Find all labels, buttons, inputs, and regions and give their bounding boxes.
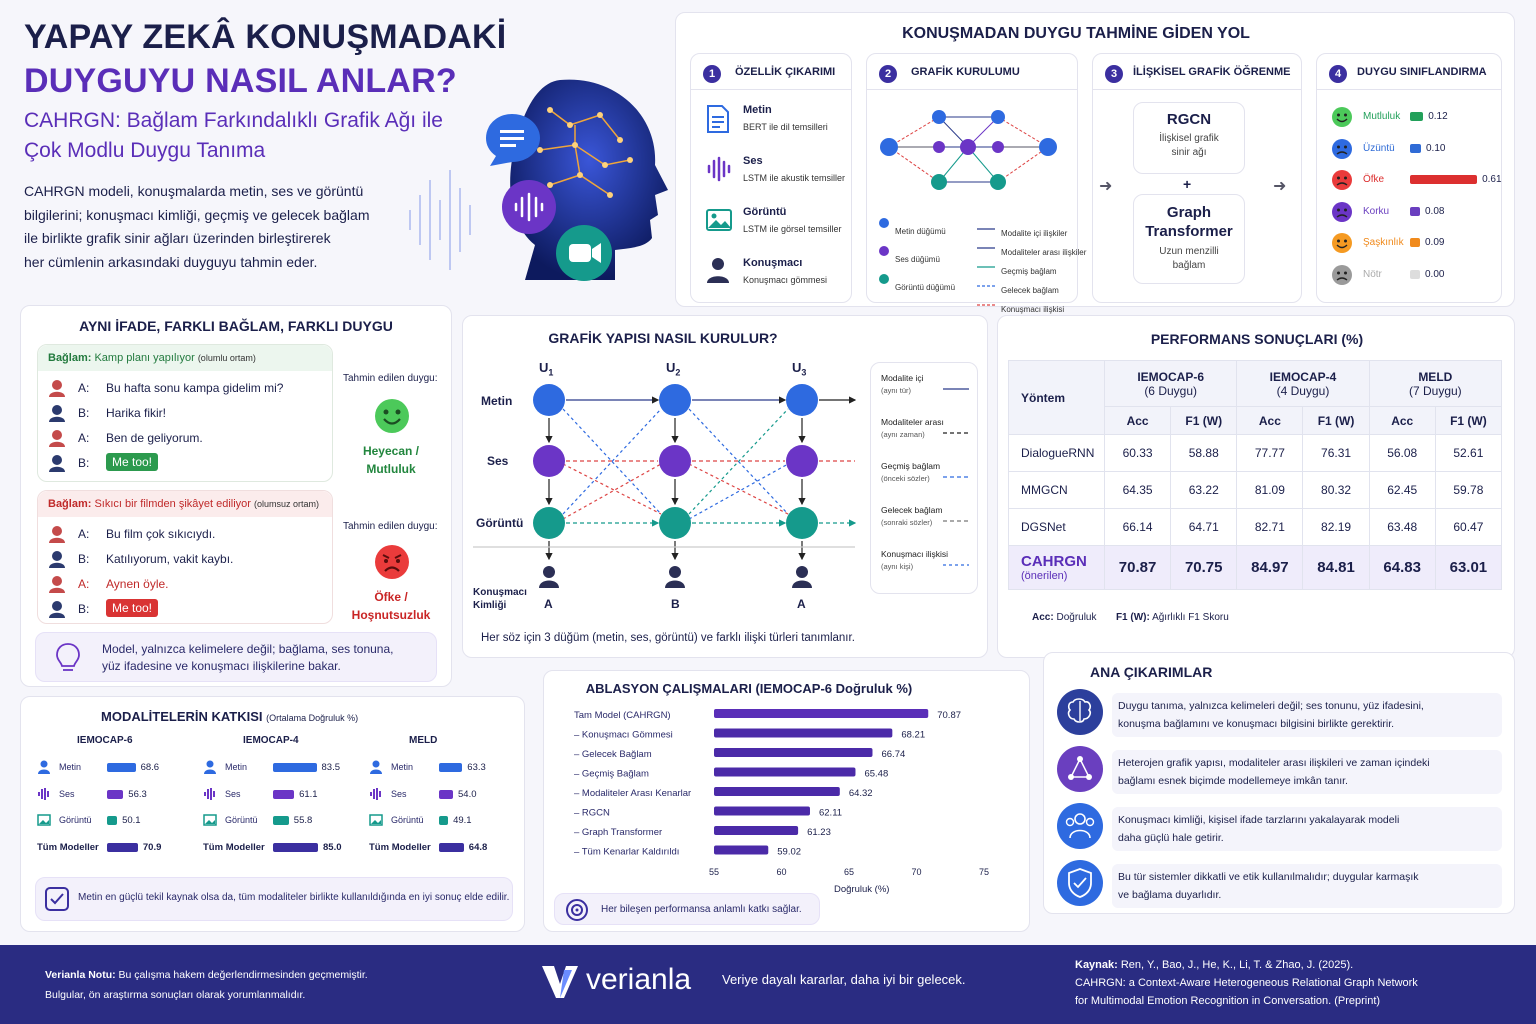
checkbox-icon: [44, 886, 70, 912]
speaker-tag: A:: [78, 527, 90, 541]
utterance-label-3: $U_3$: [792, 360, 807, 378]
modality-name: Metin: [391, 762, 414, 772]
performance-panel: [997, 315, 1515, 658]
ablation-panel: [543, 670, 1030, 932]
footer: [0, 945, 1536, 1024]
legend-item-title: Gelecek bağlam: [881, 505, 943, 515]
title-line-2: DUYGUYU NASIL ANLAR?: [24, 62, 457, 100]
predicted-emotion-negative: Öfke / Hoşnutsuzluk: [351, 590, 431, 622]
emotion-name: Şaşkınlık: [1363, 237, 1404, 248]
step-title: İLİŞKİSEL GRAFİK ÖĞRENME: [1133, 66, 1291, 78]
speaker-row-label: Konuşmacı Kimliği: [473, 587, 527, 611]
feature-name: Ses: [743, 155, 763, 167]
table-row: [1009, 472, 1502, 509]
me-too-badge: Me too!: [106, 599, 158, 617]
legend-line: [943, 429, 971, 437]
subtitle: CAHRGN: Bağlam Farkındalıklı Grafik Ağı ile Çok Modlu Duygu Tanıma: [24, 109, 443, 162]
emotion-bar: [1410, 270, 1420, 279]
ablation-title: ABLASYON ÇALIŞMALARI (IEMOCAP-6 Doğruluk %): [585, 681, 913, 696]
image-icon: [705, 206, 733, 232]
speaker-tag: B:: [78, 456, 90, 470]
modality-name: Ses: [391, 788, 407, 799]
ablation-category-label: Tam Model (CAHRGN): [574, 710, 671, 721]
modality-panel: [20, 696, 525, 932]
emotion-bar: [1410, 175, 1477, 184]
emotion-value: 0.00: [1425, 268, 1445, 280]
ablation-bar: [714, 846, 768, 855]
ablation-value-label: 59.02: [777, 846, 802, 858]
image-icon: [369, 813, 383, 827]
modality-name: Ses: [225, 788, 241, 799]
angry-face-icon: [374, 544, 410, 580]
emotion-name: Nötr: [1363, 268, 1382, 280]
modality-bar: [439, 790, 453, 799]
feature-desc: Konuşmacı gömmesi: [743, 275, 828, 285]
row-label-visual: Görüntü: [476, 516, 524, 530]
feature-desc: BERT ile dil temsilleri: [743, 122, 828, 132]
legend-item-sub: (sonraki sözler): [881, 518, 933, 527]
method-name: DGSNet: [1009, 509, 1105, 546]
ablation-bar: [714, 807, 810, 816]
node-legend-dots: [877, 216, 891, 286]
emotion-name: Korku: [1363, 205, 1390, 217]
legend-item-sub: (aynı tür): [881, 386, 912, 395]
utterance-label-2: $U_2$: [666, 360, 681, 378]
ablation-bar: [714, 748, 872, 757]
ablation-bar: [714, 826, 798, 835]
graph-legend: [870, 362, 978, 594]
x-tick-label: 55: [709, 867, 720, 877]
step-4-card: [1316, 53, 1502, 303]
legend-item-title: Modalite içi: [881, 373, 924, 383]
emotion-name: Üzüntü: [1363, 142, 1395, 154]
modality-bar: [273, 763, 317, 772]
ablation-bar: [714, 729, 892, 738]
performance-table: Yöntem IEMOCAP-6 (6 Duygu) IEMOCAP-4 (4 Duygu) MELD (7 Duygu) Acc F1 (W) Acc F1 (W) Acc F1 (W) DialogueRNN 60.33 58.88 77.77 76.31 56.08 52.61 MMGCN 64.35 63.22 81.09 80.32 62.45 59.78 DGSNet 66.14 64.71 82.71 82.19 63.48 60.47 CAHRGN (önerilen) 70.87 70.75 84.97 84.81 64.83 63.01: [1008, 360, 1502, 590]
legend-item-sub: (önceki sözler): [881, 474, 930, 483]
metric-cell: 82.19: [1303, 509, 1369, 546]
legend-item-title: Modaliteler arası: [881, 417, 944, 427]
modality-value: 61.1: [299, 788, 318, 800]
modality-value: 83.5: [321, 762, 340, 773]
metric-cell: 81.09: [1237, 472, 1303, 509]
speaker-tag: B:: [78, 406, 90, 420]
legend-line: [943, 385, 971, 393]
modality-value: 49.1: [453, 815, 472, 826]
metric-cell: 64.35: [1105, 472, 1171, 509]
takeaway-item: Duygu tanıma, yalnızca kelimeleri değil; ses tonunu, yüz ifadesini, konuşma bağlamını ve konuşmacı bilgisini birlikte gerektirir.: [1112, 693, 1502, 737]
chat-bubble-icon: [484, 112, 544, 168]
ablation-note: Her bileşen performansa anlamlı katkı sağlar.: [554, 893, 820, 925]
modality-group-title: IEMOCAP-6: [77, 735, 133, 746]
legend-item-sub: (aynı kişi): [881, 562, 914, 571]
step-badge: 2: [879, 65, 897, 83]
step-title: DUYGU SINIFLANDIRMA: [1357, 66, 1487, 78]
modality-name: Tüm Modeller: [203, 841, 265, 853]
step-title: GRAFİK KURULUMU: [911, 66, 1020, 78]
mini-graph-diagram: [873, 102, 1073, 202]
avatar: [48, 550, 66, 568]
feature-desc: LSTM ile görsel temsiller: [743, 224, 842, 234]
x-tick-label: 75: [979, 867, 990, 877]
avatar: [48, 525, 66, 543]
audio-wave-icon: [502, 180, 556, 234]
step-badge: 1: [703, 65, 721, 83]
modality-name: Metin: [225, 762, 248, 772]
graph-transformer-box: Graph Transformer Uzun menzilli bağlam: [1133, 194, 1245, 284]
step-badge: 4: [1329, 65, 1347, 83]
ablation-value-label: 64.32: [848, 788, 873, 799]
emotion-value: 0.61: [1482, 174, 1502, 185]
metric-cell: 56.08: [1369, 435, 1435, 472]
person-icon: [37, 760, 51, 774]
method-name: MMGCN: [1009, 472, 1105, 509]
modality-note: Metin en güçlü tekil kaynak olsa da, tüm modaliteler birlikte kullanıldığında en iyi sonuç elde edilir.: [35, 877, 513, 921]
graph-structure-panel: [462, 315, 988, 658]
feature-name: Metin: [743, 104, 772, 116]
table-footnote: Acc: Doğruluk F1 (W): Ağırlıklı F1 Skoru: [1032, 612, 1229, 623]
ablation-bar: [714, 768, 855, 777]
step-1-card: [690, 53, 852, 303]
audio-wave-icon: [203, 787, 217, 801]
modality-bar: [439, 763, 462, 772]
method-name: DialogueRNN: [1009, 435, 1105, 472]
metric-cell: 58.88: [1171, 435, 1237, 472]
emotion-bar: [1410, 112, 1423, 121]
emotion-value: 0.08: [1425, 205, 1445, 217]
modality-bar: [273, 816, 289, 825]
metric-cell: 77.77: [1237, 435, 1303, 472]
context-negative: Bağlam: Sıkıcı bir filmden şikâyet ediliyor (olumsuz ortam) A: Bu film çok sıkıcıydı. B: Katılıyorum, vakit kaybı. A: Aynen öyle. B: Me too!: [37, 490, 333, 624]
takeaways-title: ANA ÇIKARIMLAR: [1090, 664, 1213, 680]
modality-bar: [439, 816, 448, 825]
speaker-tag: A:: [78, 431, 90, 445]
utterance-text: Aynen öyle.: [106, 577, 169, 591]
x-tick-label: 70: [911, 867, 922, 877]
modality-name: Görüntü: [59, 815, 92, 825]
emotion-face-icon: [1331, 264, 1353, 286]
emotion-face-icon: [1331, 232, 1353, 254]
modality-value: 85.0: [323, 841, 342, 853]
metric-cell: 82.71: [1237, 509, 1303, 546]
pipeline-panel: [675, 12, 1515, 314]
video-camera-icon: [556, 225, 612, 281]
utterance-text: Harika fikir!: [106, 406, 167, 420]
person-icon: [705, 256, 731, 284]
predicted-emotion-positive: Heyecan / Mutluluk: [362, 444, 420, 476]
edge-legend: Modalite içi ilişkiler Modaliteler arası ilişkiler Geçmiş bağlam Gelecek bağlam Konuşmacı ilişkisi: [1001, 229, 1087, 314]
modality-value: 63.3: [467, 762, 486, 773]
modality-title: MODALİTELERİN KATKISI (Ortalama Doğruluk %): [101, 709, 359, 724]
takeaways-panel: [1043, 652, 1515, 914]
arrow-right-icon: ➜: [1273, 178, 1287, 195]
ablation-bar: [714, 709, 928, 718]
modality-value: 70.9: [142, 841, 162, 853]
source-citation: Kaynak: Ren, Y., Bao, J., He, K., Li, T. & Zhao, J. (2025). CAHRGN: a Context-Aware Heterogeneous Relational Graph Network for Multimodal Emotion Recognition in Conversation. (Preprint): [1075, 959, 1418, 1007]
ablation-value-label: 66.74: [881, 749, 906, 760]
pipeline-title: KONUŞMADAN DUYGU TAHMİNE GİDEN YOL: [902, 25, 1250, 42]
speaker-id: A: [797, 597, 806, 611]
table-row: [1009, 435, 1502, 472]
takeaway-item: Bu tür sistemler dikkatli ve etik kullanılmalıdır; duygular karmaşık ve bağlama duyarlıdır.: [1112, 864, 1502, 908]
table-row-ours: CAHRGN (önerilen) 70.87 70.75 84.97 84.81 64.83 63.01: [1009, 546, 1502, 590]
metric-cell: 60.33: [1105, 435, 1171, 472]
metric-cell: 80.32: [1303, 472, 1369, 509]
modality-name: Tüm Modeller: [37, 841, 99, 853]
emotion-face-icon: [1331, 106, 1353, 128]
modality-group-title: IEMOCAP-4: [243, 735, 299, 746]
modality-bar: [439, 843, 464, 852]
modality-name: Görüntü: [391, 815, 424, 825]
emotion-bar: [1410, 207, 1420, 216]
emotion-face-icon: [1331, 138, 1353, 160]
takeaway-item: Heterojen grafik yapısı, modaliteler arası ilişkileri ve zaman içindeki bağlamı esnek biçimde modellemeye imkân tanır.: [1112, 750, 1502, 794]
x-tick-label: 65: [844, 867, 855, 877]
ablation-category-label: – Graph Transformer: [574, 827, 663, 838]
modality-value: 64.8: [468, 841, 488, 853]
speaker-id: A: [544, 597, 553, 611]
emotion-name: Mutluluk: [1363, 111, 1401, 122]
modality-name: Görüntü: [225, 815, 258, 825]
modality-group-title: MELD: [409, 735, 438, 746]
takeaway-item: Konuşmacı kimliği, kişisel ifade tarzlarını yakalayarak modeli daha güçlü hale getirir.: [1112, 807, 1502, 851]
context-title: AYNI İFADE, FARKLI BAĞLAM, FARKLI DUYGU: [79, 318, 393, 334]
modality-name: Tüm Modeller: [369, 841, 431, 853]
ablation-category-label: – Gelecek Bağlam: [574, 749, 652, 760]
performance-title: PERFORMANS SONUÇLARI (%): [1150, 331, 1364, 347]
emotion-bar: [1410, 238, 1420, 247]
modality-bar: [107, 763, 136, 772]
audio-wave-icon: [369, 787, 383, 801]
modality-bar: [273, 843, 318, 852]
step-title: ÖZELLİK ÇIKARIMI: [735, 66, 836, 78]
metric-cell: 52.61: [1435, 435, 1501, 472]
modality-name: Ses: [59, 788, 75, 799]
metric-cell: 62.45: [1369, 472, 1435, 509]
utterance-text: Bu hafta sonu kampa gidelim mi?: [106, 381, 284, 395]
person-icon: [369, 760, 383, 774]
modality-value: 54.0: [458, 788, 477, 800]
feature-name: Görüntü: [743, 206, 787, 218]
person-icon: [203, 760, 217, 774]
speaker-tag: A:: [78, 577, 90, 591]
metric-cell: 63.22: [1171, 472, 1237, 509]
modality-value: 56.3: [128, 788, 147, 800]
speaker-id: B: [671, 597, 680, 611]
x-axis-label: Doğruluk (%): [834, 884, 890, 895]
ablation-category-label: – Modaliteler Arası Kenarlar: [574, 788, 692, 799]
legend-line: [943, 473, 971, 481]
modality-bar: [107, 816, 117, 825]
lightbulb-icon: [54, 641, 82, 675]
step-badge: 3: [1105, 65, 1123, 83]
avatar: [48, 454, 66, 472]
feature-desc: LSTM ile akustik temsiller: [743, 173, 846, 183]
avatar: [48, 404, 66, 422]
legend-item-title: Konuşmacı ilişkisi: [881, 549, 949, 559]
table-row: [1009, 509, 1502, 546]
avatar: [48, 575, 66, 593]
row-label-audio: Ses: [487, 454, 509, 468]
ablation-value-label: 62.11: [818, 807, 843, 819]
modality-bar: [107, 843, 138, 852]
ablation-category-label: – Geçmiş Bağlam: [574, 768, 649, 780]
metric-cell: 63.48: [1369, 509, 1435, 546]
emotion-bar: [1410, 144, 1421, 153]
modality-name: Metin: [59, 762, 82, 772]
x-tick-label: 60: [776, 867, 787, 877]
legend-item-sub: (aynı zaman): [881, 430, 925, 439]
metric-cell: 64.71: [1171, 509, 1237, 546]
legend-line: [943, 561, 971, 569]
context-positive: Bağlam: Kamp planı yapılıyor (olumlu ortam) A: Bu hafta sonu kampa gidelim mi? B: Harika fikir! A: Ben de geliyorum. B: Me too!: [37, 344, 333, 482]
emotion-value: 0.10: [1426, 142, 1446, 154]
ablation-value-label: 68.21: [901, 729, 926, 741]
row-label-text: Metin: [481, 394, 513, 408]
modality-bar: [107, 790, 123, 799]
image-icon: [37, 813, 51, 827]
ablation-category-label: – Konuşmacı Gömmesi: [574, 729, 673, 741]
slogan: Veriye dayalı kararlar, daha iyi bir gelecek.: [722, 972, 966, 987]
header-description: CAHRGN modeli, konuşmalarda metin, ses ve görüntü bilgilerini; konuşmacı kimliği, geçmiş ve gelecek bağlam ile birlikte grafik sinir ağları üzerinden birleştirerek her cümlenin arkasındaki duyguyu tahmin eder.: [24, 183, 370, 270]
step-3-card: [1092, 53, 1302, 303]
avatar: [48, 379, 66, 397]
plus-sign: +: [1183, 176, 1192, 192]
utterance-text: Katılıyorum, vakit kaybı.: [106, 552, 234, 566]
edge-legend-lines: [975, 224, 999, 314]
footer-note: Verianla Notu: Bu çalışma hakem değerlendirmesinden geçmemiştir. Bulgular, ön araştırma sonuçları olarak yorumlanmalıdır.: [45, 969, 368, 1001]
legend-line: [943, 517, 971, 525]
ablation-value-label: 61.23: [807, 827, 831, 838]
feature-name: Konuşmacı: [743, 257, 803, 269]
emotion-face-icon: [1331, 201, 1353, 223]
metric-cell: 59.78: [1435, 472, 1501, 509]
me-too-badge: Me too!: [106, 453, 158, 471]
arrow-right-icon: ➜: [1099, 178, 1113, 195]
emotion-value: 0.09: [1425, 237, 1445, 248]
step-2-card: [866, 53, 1087, 314]
rgcn-box: RGCN İlişkisel grafik sinir ağı: [1133, 102, 1245, 174]
verianla-logo-icon: [540, 962, 580, 1002]
speaker-tag: B:: [78, 552, 90, 566]
node-legend: Metin düğümü Ses düğümü Görüntü düğümü: [895, 227, 956, 292]
utterance-text: Bu film çok sıkıcıydı.: [106, 527, 216, 541]
image-icon: [203, 813, 217, 827]
emotion-face-icon: [1331, 169, 1353, 191]
takeaway-icons: [1056, 686, 1106, 908]
emotion-value: 0.12: [1428, 111, 1448, 122]
ablation-value-label: 70.87: [937, 710, 962, 721]
modality-bar: [273, 790, 294, 799]
metric-cell: 60.47: [1435, 509, 1501, 546]
audio-wave-icon: [705, 156, 731, 182]
emotion-name: Öfke: [1363, 174, 1385, 185]
modality-value: 55.8: [293, 815, 313, 826]
ablation-category-label: – Tüm Kenarlar Kaldırıldı: [574, 846, 680, 858]
utterance-label-1: $U_1$: [539, 360, 554, 378]
speaker-tag: A:: [78, 381, 90, 395]
ablation-chart: [544, 697, 1031, 897]
context-panel: [20, 305, 452, 687]
avatar: [48, 429, 66, 447]
modality-value: 68.6: [140, 762, 160, 773]
modality-value: 50.1: [122, 815, 141, 826]
ablation-bar: [714, 787, 840, 796]
avatar: [48, 600, 66, 618]
metric-cell: 66.14: [1105, 509, 1171, 546]
legend-item-title: Geçmiş bağlam: [881, 461, 941, 471]
title-line-1: YAPAY ZEKÂ KONUŞMADAKİ: [24, 18, 507, 56]
ablation-value-label: 65.48: [864, 768, 889, 780]
document-icon: [705, 104, 731, 134]
utterance-text: Ben de geliyorum.: [106, 431, 203, 445]
graph-diagram: [463, 354, 873, 616]
happy-face-icon: [374, 398, 410, 434]
context-note: Model, yalnızca kelimelere değil; bağlama, ses tonuna, yüz ifadesine ve konuşmacı ilişkilerine bakar.: [35, 632, 437, 682]
target-icon: [565, 898, 589, 922]
ablation-category-label: – RGCN: [574, 807, 610, 819]
predicted-label: Tahmin edilen duygu:: [343, 521, 438, 532]
graph-title: GRAFİK YAPISI NASIL KURULUR?: [548, 330, 778, 346]
metric-cell: 76.31: [1303, 435, 1369, 472]
graph-caption: Her söz için 3 düğüm (metin, ses, görüntü) ve farklı ilişki türleri tanımlanır.: [481, 632, 855, 644]
audio-wave-icon: [37, 787, 51, 801]
speaker-tag: B:: [78, 602, 90, 616]
brand-name: verianla: [586, 963, 692, 996]
predicted-label: Tahmin edilen duygu:: [343, 373, 438, 384]
